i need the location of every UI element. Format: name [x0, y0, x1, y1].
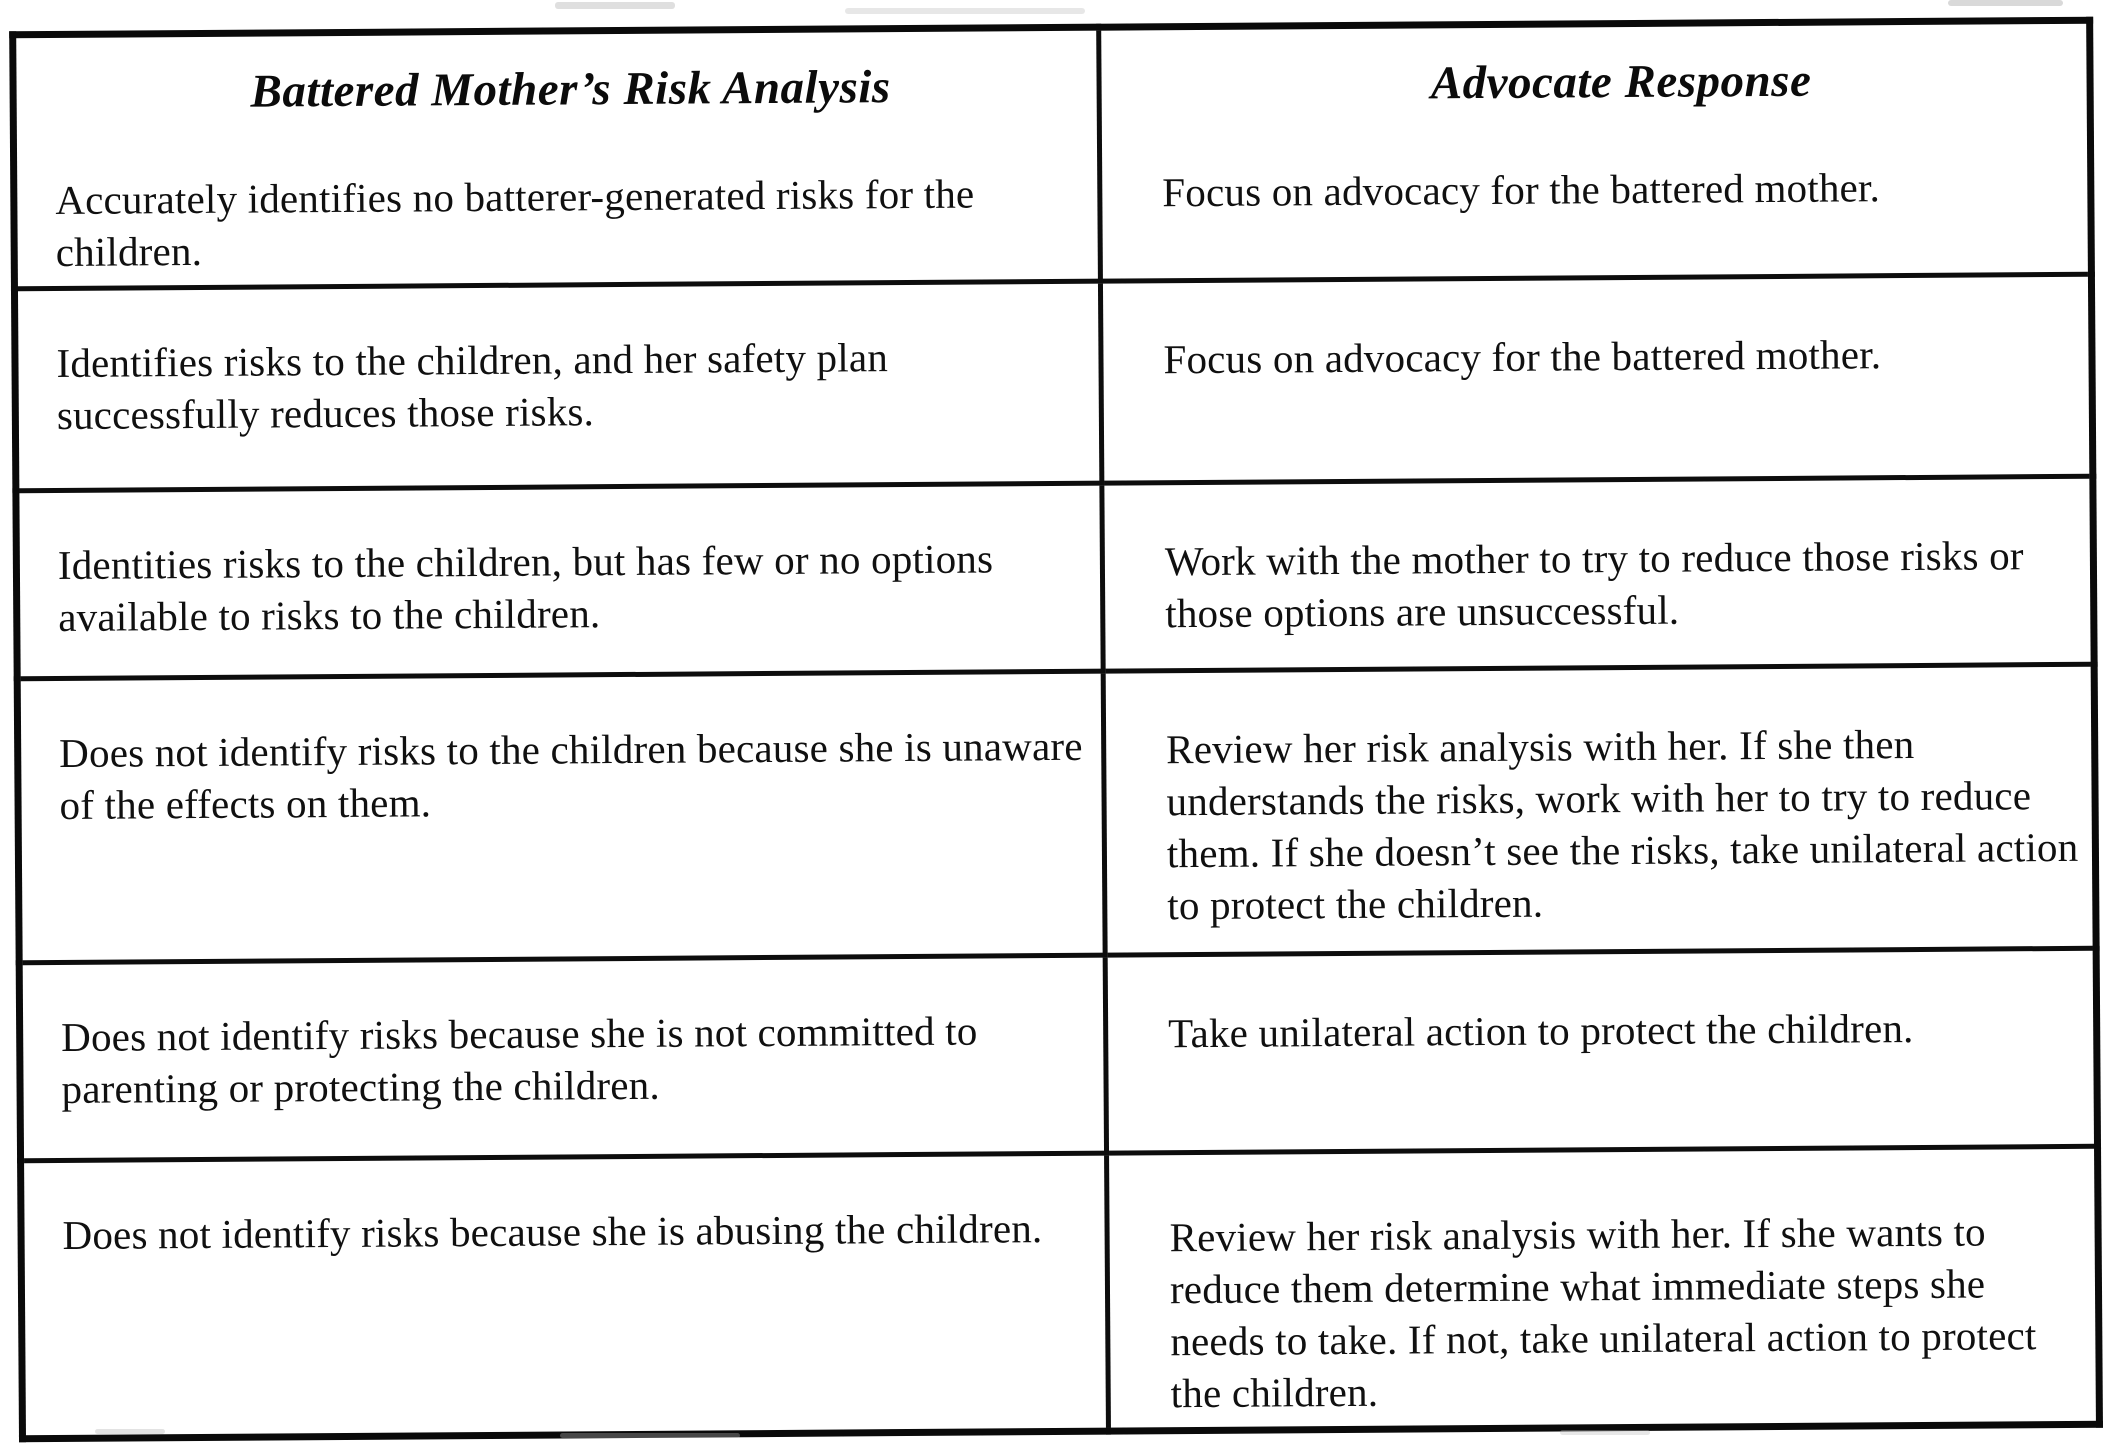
risk-analysis-cell — [16, 483, 1103, 679]
risk-analysis-table — [9, 17, 2103, 1443]
cell-text: Does not identify risks because she is not committed to parenting or protecting the children. — [61, 1007, 978, 1113]
scan-smudge — [845, 8, 1085, 14]
table-header-and-first-row — [13, 20, 2092, 289]
table-row — [21, 1146, 2100, 1439]
cell-text: Review her risk analysis with her. If she wants to reduce them determine what immediate steps she needs to take. If not, take unilateral action to protect the children. — [1169, 1208, 2037, 1417]
table-row — [16, 476, 2094, 678]
table-row — [19, 948, 2097, 1160]
column-header-risk-analysis: Battered Mother’s Risk Analysis — [250, 61, 891, 118]
cell-text: Identifies risks to the children, and her safety plan successfully reduces those risks. — [56, 334, 889, 439]
column-header-advocate-response: Advocate Response — [1430, 54, 1812, 110]
cell-text: Focus on advocacy for the battered mother. — [1163, 331, 1882, 383]
scan-smudge — [555, 2, 675, 9]
table-row — [17, 664, 2096, 962]
cell-text: Review her risk analysis with her. If she then understands the risks, work with her to try to reduce them. If she doesn’t see the risks, take unilateral action to protect the children. — [1166, 721, 2079, 929]
cell-text: Does not identify risks to the children because she is unaware of the effects on them. — [59, 722, 1083, 829]
scanned-document-page — [9, 17, 2103, 1422]
cell-text: Take unilateral action to protect the children. — [1168, 1005, 1914, 1057]
scan-smudge — [95, 1429, 165, 1434]
advocate-response-cell — [1105, 948, 2097, 1153]
scan-smudge — [1560, 1430, 1650, 1435]
advocate-response-cell — [1099, 20, 2092, 281]
advocate-response-cell — [1102, 476, 2094, 671]
cell-text: Does not identify risks because she is abusing the children. — [62, 1205, 1043, 1259]
risk-analysis-cell — [17, 671, 1105, 963]
advocate-response-cell — [1103, 664, 2096, 955]
scan-smudge — [560, 1433, 740, 1438]
risk-analysis-cell — [13, 27, 1101, 289]
risk-analysis-cell — [21, 1153, 1109, 1439]
table-row — [14, 274, 2092, 490]
advocate-response-cell — [1107, 1146, 2100, 1431]
cell-text: Accurately identifies no batterer-generated risks for the children. — [55, 170, 975, 276]
risk-analysis-cell — [19, 955, 1106, 1161]
risk-analysis-cell — [14, 281, 1101, 491]
advocate-response-cell — [1100, 274, 2092, 483]
cell-text: Focus on advocacy for the battered mother. — [1162, 164, 1881, 216]
cell-text: Identities risks to the children, but has few or no options available to risks to the children. — [57, 535, 994, 641]
cell-text: Work with the mother to try to reduce those risks or those options are unsuccessful. — [1164, 532, 2024, 637]
scan-smudge — [1948, 0, 2063, 6]
